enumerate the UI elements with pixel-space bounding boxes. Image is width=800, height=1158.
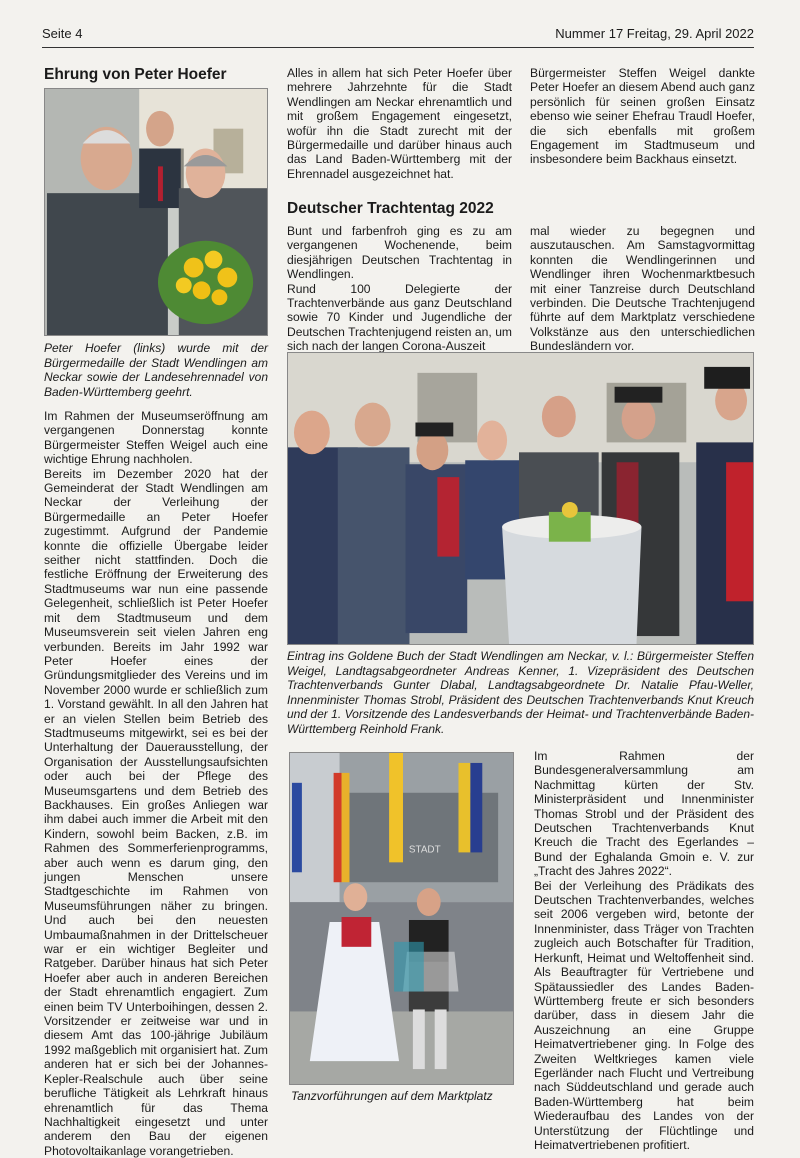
article1-column3 (530, 66, 755, 167)
caption-dance: Tanzvorführungen auf dem Marktplatz (291, 1089, 493, 1103)
article1-paragraph: Alles in allem hat sich Peter Hoefer über mehrere Jahrzehnte für die Stadt Wendlingen am Neckar ehrenamtlich und mit großem Engagement eingesetzt, wofür ihn die Stadt zurecht mit der Bürgermedaille und darüber hinaus auch das Land Baden-Württemberg mit der Ehrennadel ausgezeichnet hat. (287, 66, 512, 181)
article2-paragraph: Rund 100 Delegierte der Trachtenverbände aus ganz Deutschland sowie 70 Kinder und Jugendliche der Deutschen Trachtenjugend reisten an, um sich nach der langen Corona-Auszeit (287, 281, 512, 354)
photo-hoefer-honor (44, 88, 268, 336)
article1-body (44, 409, 268, 1158)
photo-golden-book (287, 352, 754, 645)
caption-golden-book: Eintrag ins Goldene Buch der Stadt Wendlingen am Neckar, v. l.: Bürgermeister Steffen Weigel, Landtagsabgeordneter Andreas Kenner, 1. Vizepräsident des Deutschen Trachtenverbands Gunter Dlabal, Landtagsabgeordnete Dr. Natalie Pfau-Weller, Innenminister Thomas Strobl, Präsident des Deutschen Trachtenverbands Knut Kreuch und der 1. Vorsitzende des Landesverbands der Heimat- und Trachtenverbände Baden-Württemberg Reinhold Frank. (287, 649, 754, 736)
article1-paragraph: Im Rahmen der Museumseröffnung am vergangenen Donnerstag konnte Bürgermeister Steffen Weigel auch eine wichtige Ehrung nachholen. (44, 409, 268, 467)
article2-paragraph: Bei der Verleihung des Prädikats des Deutschen Trachtenverbandes, welches seit 2006 vergeben wird, betonte der Innenminister, dass Träger von Trachten zugleich auch Botschafter für Tradition, Herkunft, Heimat und Weltoffenheit sind. Als Beauftragter für Vertriebene und Spätaussiedler des Landes Baden-Württemberg freute er sich besonders darüber, dass in diesem Jahr die Auszeichnung an eine Gruppe Heimatvertriebener ging. In Folge des Zweiten Weltkrieges kamen viele Egerländer nach Flucht und Vertreibung nach Süddeutschland und gerade auch Baden-Württemberg hat beim Wiederaufbau des Landes von der Unterstützung der Flüchtlinge und Heimatvertriebenen profitiert. (534, 878, 754, 1152)
article2-column3 (530, 224, 755, 354)
article2-column2 (287, 224, 512, 354)
page-header (42, 24, 754, 48)
dance-photo-sign: STADT (408, 844, 441, 856)
article-title-trachtentag: Deutscher Trachtentag 2022 (287, 200, 494, 217)
photo-dance (289, 752, 514, 1085)
article2-paragraph: mal wieder zu begegnen und auszutauschen. Am Samstagvormittag konnten die Wendlingerinnen und Wendlinger ihren Wochenmarktbesuch mit einer Tanzreise durch Deutschland verbinden. Die Deutsche Trachtenjugend führte auf dem Marktplatz verschiedene Volkstänze aus den unterschiedlichen Bundesländern vor. (530, 224, 755, 354)
article1-paragraph: Bürgermeister Steffen Weigel dankte Peter Hoefer an diesem Abend auch ganz persönlich für seinen großen Einsatz ebenso wie seiner Ehefrau Traudl Hoefer, die sich ebenfalls mit großem Engagement im Stadtmuseum und insbesondere beim Backhaus einsetzt. (530, 66, 755, 167)
article1-column2 (287, 66, 512, 181)
page-number: Seite 4 (42, 26, 83, 41)
issue-date: Nummer 17 Freitag, 29. April 2022 (555, 26, 754, 41)
article2-paragraph: Im Rahmen der Bundesgeneralversammlung am Nachmittag kürten der Stv. Ministerpräsident und Innenminister Thomas Strobl und der Präsident des Deutschen Trachtenverbands Knut Kreuch die Tracht des Egerlandes – Bund der Eghalanda Gmoin e. V. zur „Tracht des Jahres 2022“. (534, 749, 754, 879)
article2-bottom-column (534, 749, 754, 1152)
caption-hoefer: Peter Hoefer (links) wurde mit der Bürgermedaille der Stadt Wendlingen am Neckar sowie der Landesehrennadel von Baden-Württemberg geehrt. (44, 341, 268, 399)
article2-paragraph: Bunt und farbenfroh ging es zu am vergangenen Wochenende, beim diesjährigen Deutschen Trachtentag in Wendlingen. (287, 224, 512, 282)
article-title-ehrung: Ehrung von Peter Hoefer (44, 66, 227, 83)
article1-paragraph: Bereits im Dezember 2020 hat der Gemeinderat der Stadt Wendlingen am Neckar der Verleihung der Bürgermedaille an Peter Hoefer zugestimmt. Aufgrund der Pandemie konnte die offizielle Übergabe leider seither nicht stattfinden. Doch die festliche Eröffnung der Erweiterung des Stadtmuseums war nun eine passende Gelegenheit, schließlich ist Peter Hoefer mit dem Stadtmuseum und dem Museumsverein seit vielen Jahren eng verbunden. Bereits im Jahr 1992 war Peter Hoefer eines der Gründungsmitglieder des Vereins und im November 2000 wurde er schließlich zum 1. Vorstand gewählt. In all den Jahren hat er an vielen Stellen beim Betrieb des Stadtmuseums mitgewirkt, sei es bei der Unterhaltung der Dauerausstellung, der Organisation der Ausstellungsaufsichten oder auch bei der Pflege des Museumsgartens und dem Betrieb des Backhauses. Ein großes Anliegen war ihm dabei auch immer die Arbeit mit den Kindern, sowohl beim Backen, z.B. im Rahmen des Sommerferienprogramms, aber auch wenn es darum ging, den jungen Menschen unsere Stadtgeschichte im Rahmen von Museumsführungen näher zu bringen. Und auch bei den neuesten Umbaumaßnahmen in der Drittelscheuer war er ein wichtiger Begleiter und Ratgeber. Darüber hinaus hat sich Peter Hoefer aber auch in anderen Bereichen der Stadt ehrenamtlich engagiert. Zum einen beim TV Unterboihingen, dessen 2. Vorsitzender er zeitweise war und in diesem Amt das 100-jährige Jubiläum 1992 maßgeblich mit organisiert hat. Zum anderen hat er sich bei der Johannes-Kepler-Realschule auch über seine berufliche Tätigkeit als Lehrkraft hinaus ehrenamtlich für das Thema Nachhaltigkeit eingesetzt und unter anderem den Bau der eigenen Photovoltaikanlage vorangetrieben. (44, 466, 268, 1158)
